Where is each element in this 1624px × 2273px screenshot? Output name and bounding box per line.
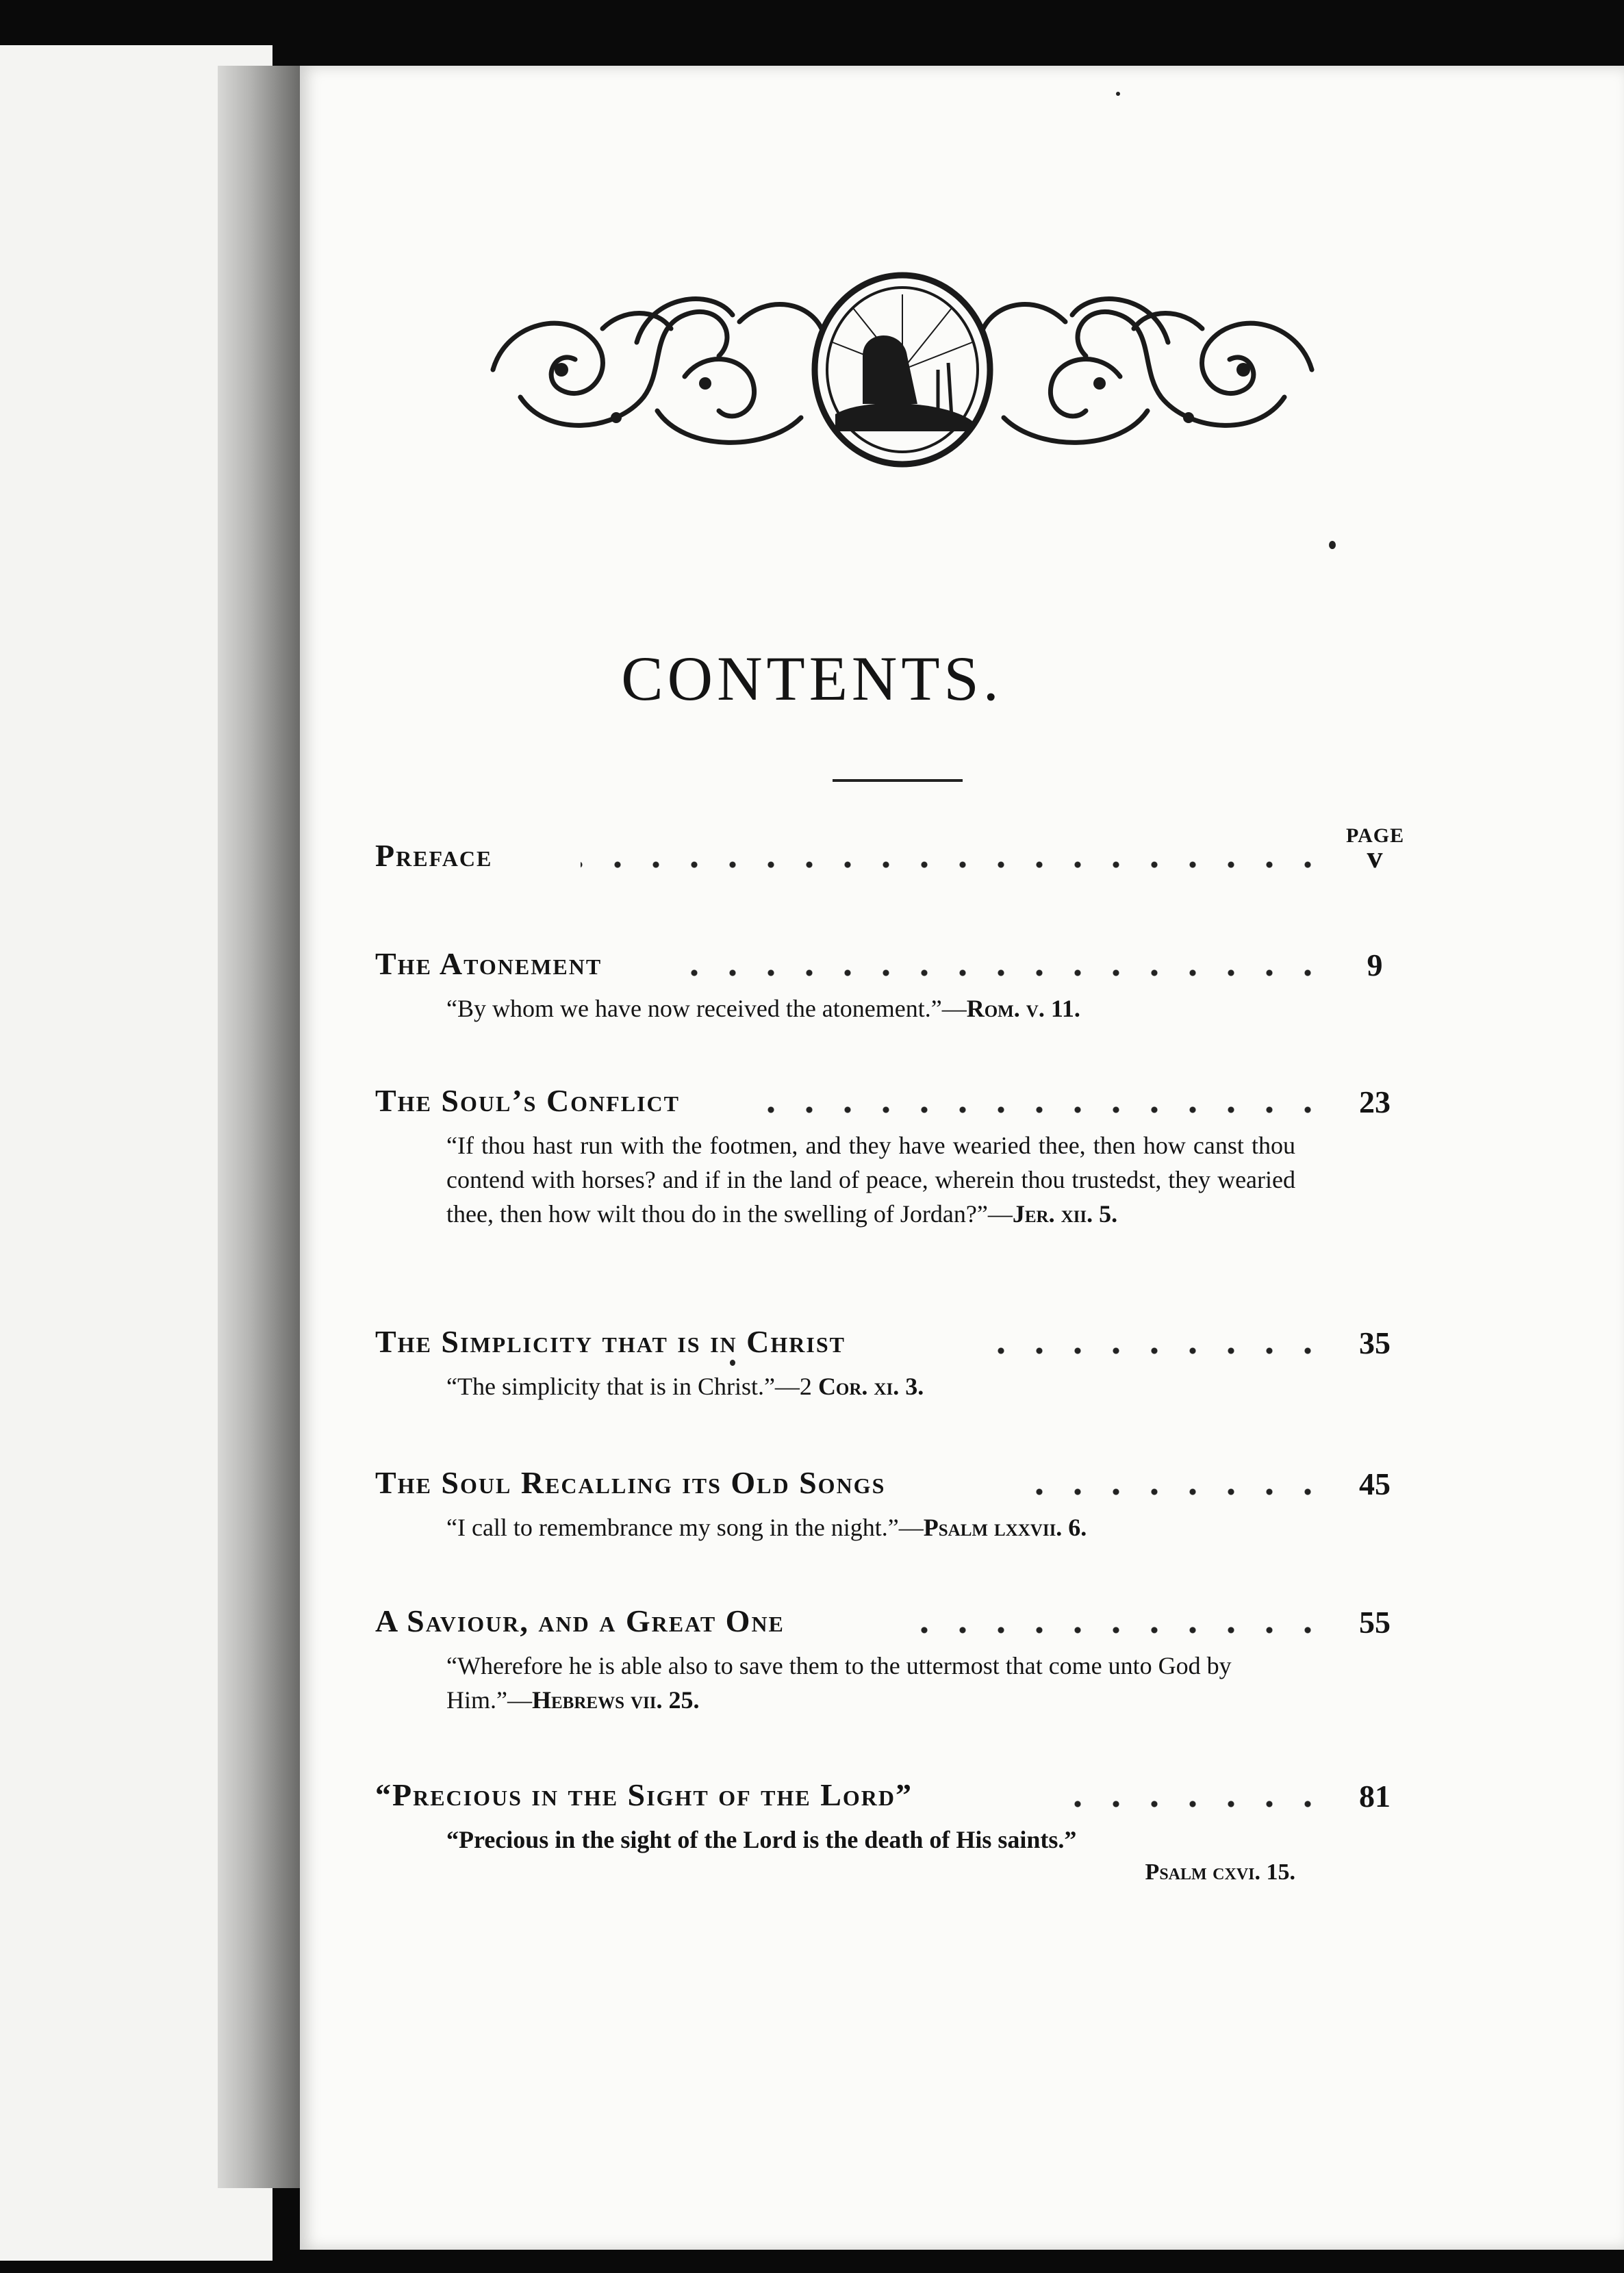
entry-title: The Soul Recalling its Old Songs: [375, 1465, 886, 1500]
toc-entry: [375, 1075, 1402, 1231]
entry-quote: [446, 1510, 1295, 1545]
quote-text: “Wherefore he is able also to save them to the uttermost that come unto God by Him.”—: [446, 1652, 1232, 1714]
title-rule: [833, 779, 963, 782]
toc-entry: [375, 1316, 1402, 1404]
toc-entry: [375, 1769, 1402, 1888]
toc-entry: [375, 938, 1402, 1026]
dot-leader: [916, 1627, 1327, 1634]
entry-page: 81: [1359, 1779, 1391, 1814]
toc-entry: [375, 1595, 1402, 1717]
dot-leader: [1032, 1488, 1327, 1495]
quote-reference: Psalm lxxvii. 6.: [923, 1514, 1087, 1541]
dot-leader: [676, 969, 1327, 976]
speck: [1329, 541, 1336, 549]
quote-text: “By whom we have now received the atonement.”—: [446, 995, 967, 1022]
page-title: CONTENTS.: [621, 644, 1003, 713]
dot-leader: [1074, 1801, 1327, 1807]
entry-quote: [446, 1649, 1295, 1717]
entry-page: v: [1367, 839, 1383, 874]
entry-title: “Precious in the Sight of the Lord”: [375, 1777, 913, 1812]
entry-title: Preface: [375, 838, 493, 873]
page-column-label: PAGE: [1346, 824, 1405, 847]
book-gutter: [218, 66, 300, 2188]
entry-quote: [446, 1369, 1295, 1404]
quote-reference: Psalm cxvi. 15.: [1145, 1859, 1295, 1885]
entry-page: 35: [1359, 1325, 1391, 1360]
dot-leader: [978, 1347, 1327, 1354]
dot-leader: [759, 1106, 1327, 1113]
ornament-headpiece-icon: [479, 267, 1325, 472]
quote-reference: Hebrews vii. 25.: [531, 1686, 700, 1714]
toc-entry: [375, 1457, 1402, 1545]
entry-page: 55: [1359, 1605, 1391, 1640]
entry-title: The Soul’s Conflict: [375, 1083, 680, 1118]
speck: [1116, 92, 1120, 96]
entry-quote: [446, 1128, 1295, 1231]
entry-page: 23: [1359, 1084, 1391, 1119]
entry-quote: “Precious in the sight of the Lord is the death of His saints.”: [446, 1826, 1077, 1853]
quote-text: “If thou hast run with the footmen, and they have wearied thee, then how canst thou contend with horses? and if in the land of peace, wherein thou trustedst, they wearied thee, then how wilt thou do in the swelling of Jordan?”—: [446, 1132, 1295, 1228]
entry-title: A Saviour, and a Great One: [375, 1603, 785, 1638]
quote-reference: Cor. xi. 3.: [817, 1373, 924, 1400]
quote-reference: Jer. xii. 5.: [1012, 1200, 1118, 1228]
dot-leader: [581, 861, 1327, 868]
quote-text: “I call to remembrance my song in the night.”—: [446, 1514, 924, 1541]
quote-text: “The simplicity that is in Christ.”—2: [446, 1373, 818, 1400]
entry-page: 45: [1359, 1466, 1391, 1501]
quote-reference: Rom. v. 11.: [966, 995, 1080, 1022]
entry-page: 9: [1367, 948, 1383, 982]
entry-quote: [446, 991, 1295, 1026]
entry-title: The Atonement: [375, 946, 602, 981]
toc-entry: [375, 830, 1402, 878]
entry-title: The Simplicity that is in Christ: [375, 1324, 846, 1359]
